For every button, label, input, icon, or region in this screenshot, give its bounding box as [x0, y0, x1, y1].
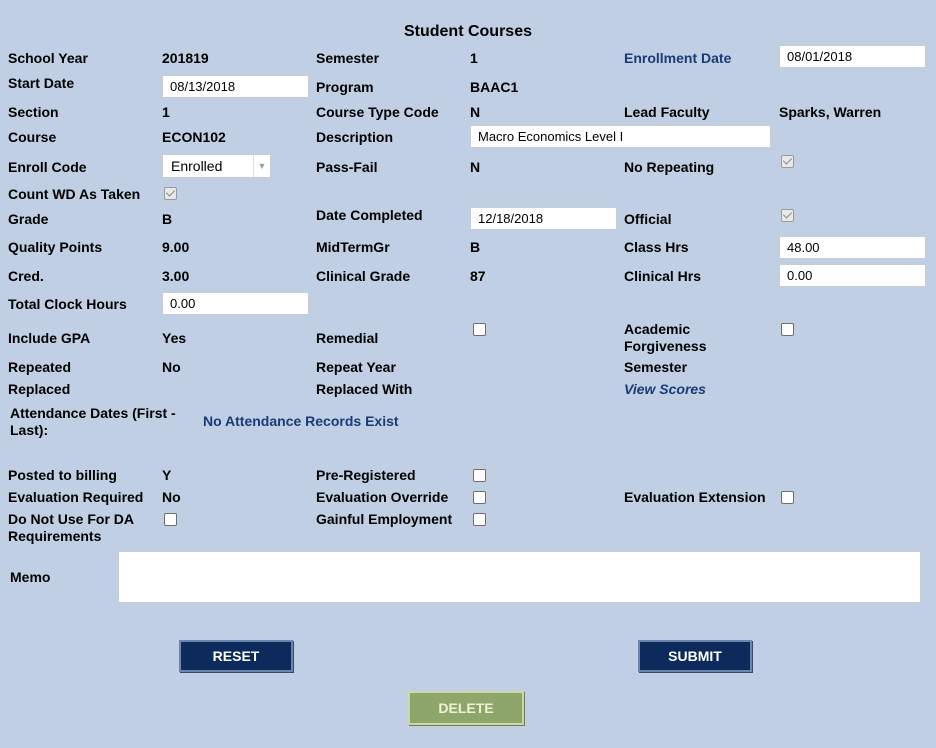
clinical-hrs-input[interactable]	[779, 264, 926, 287]
grade-value: B	[162, 211, 173, 227]
class-hrs-label: Class Hrs	[624, 239, 689, 255]
enroll-code-label: Enroll Code	[8, 159, 87, 175]
gainful-employment-label: Gainful Employment	[316, 511, 453, 527]
total-clock-hours-input[interactable]	[162, 292, 309, 315]
description-input[interactable]	[470, 125, 771, 148]
enrollment-date-label: Enrollment Date	[624, 50, 732, 66]
lead-faculty-label: Lead Faculty	[624, 104, 710, 120]
pass-fail-value: N	[470, 159, 481, 175]
lead-faculty-value: Sparks, Warren	[779, 104, 882, 120]
memo-textarea[interactable]	[118, 551, 921, 603]
academic-forgiveness-label: Academic Forgiveness	[624, 321, 707, 354]
repeat-year-label: Repeat Year	[316, 359, 396, 375]
clinical-grade-label: Clinical Grade	[316, 268, 411, 284]
remedial-label: Remedial	[316, 330, 379, 346]
pre-registered-checkbox[interactable]	[473, 469, 486, 482]
do-not-use-da-label: Do Not Use For DA Requirements	[8, 511, 134, 544]
replaced-label: Replaced	[8, 381, 71, 397]
start-date-input[interactable]	[162, 75, 309, 98]
midterm-value: B	[470, 239, 481, 255]
submit-button[interactable]: SUBMIT	[638, 640, 752, 672]
course-label: Course	[8, 129, 57, 145]
view-scores-link[interactable]: View Scores	[624, 381, 706, 397]
evaluation-extension-label: Evaluation Extension	[624, 489, 766, 505]
start-date-label: Start Date	[8, 75, 75, 91]
date-completed-label: Date Completed	[316, 207, 423, 223]
evaluation-override-checkbox[interactable]	[473, 491, 486, 504]
gainful-employment-checkbox[interactable]	[473, 513, 486, 526]
count-wd-checkbox[interactable]	[164, 187, 177, 200]
academic-forgiveness-checkbox[interactable]	[781, 323, 794, 336]
cred-value: 3.00	[162, 268, 190, 284]
enrollment-date-input[interactable]	[779, 45, 926, 68]
posted-billing-value: Y	[162, 467, 172, 483]
attendance-label: Attendance Dates (First - Last):	[10, 405, 176, 438]
pass-fail-label: Pass-Fail	[316, 159, 378, 175]
enroll-code-select[interactable]	[162, 154, 271, 178]
memo-label: Memo	[10, 569, 51, 585]
clinical-hrs-label: Clinical Hrs	[624, 268, 702, 284]
official-label: Official	[624, 211, 672, 227]
school-year-value: 201819	[162, 50, 209, 66]
count-wd-label: Count WD As Taken	[8, 186, 141, 202]
official-checkbox[interactable]	[781, 209, 794, 222]
reset-button[interactable]: RESET	[179, 640, 293, 672]
semester-value: 1	[470, 50, 478, 66]
evaluation-override-label: Evaluation Override	[316, 489, 449, 505]
course-type-code-value: N	[470, 104, 481, 120]
section-value: 1	[162, 104, 170, 120]
section-label: Section	[8, 104, 59, 120]
evaluation-required-value: No	[162, 489, 181, 505]
evaluation-extension-checkbox[interactable]	[781, 491, 794, 504]
include-gpa-value: Yes	[162, 330, 187, 346]
midterm-label: MidTermGr	[316, 239, 390, 255]
quality-points-value: 9.00	[162, 239, 190, 255]
delete-button[interactable]: DELETE	[408, 691, 524, 725]
semester-label: Semester	[316, 50, 380, 66]
do-not-use-da-checkbox[interactable]	[164, 513, 177, 526]
program-label: Program	[316, 79, 374, 95]
replaced-with-label: Replaced With	[316, 381, 413, 397]
class-hrs-input[interactable]	[779, 236, 926, 259]
remedial-checkbox[interactable]	[473, 323, 486, 336]
school-year-label: School Year	[8, 50, 88, 66]
no-repeating-checkbox[interactable]	[781, 155, 794, 168]
posted-billing-label: Posted to billing	[8, 467, 117, 483]
include-gpa-label: Include GPA	[8, 330, 91, 346]
no-repeating-label: No Repeating	[624, 159, 715, 175]
evaluation-required-label: Evaluation Required	[8, 489, 144, 505]
total-clock-hours-label: Total Clock Hours	[8, 296, 127, 312]
quality-points-label: Quality Points	[8, 239, 103, 255]
grade-label: Grade	[8, 211, 49, 227]
semester-repeat-label: Semester	[624, 359, 688, 375]
cred-label: Cred.	[8, 268, 44, 284]
date-completed-input[interactable]	[470, 207, 617, 230]
chevron-down-icon[interactable]: ▼	[253, 155, 270, 177]
pre-registered-label: Pre-Registered	[316, 467, 416, 483]
program-value: BAAC1	[470, 79, 519, 95]
page-title: Student Courses	[403, 23, 532, 40]
description-label: Description	[316, 129, 394, 145]
repeated-label: Repeated	[8, 359, 72, 375]
repeated-value: No	[162, 359, 181, 375]
course-type-code-label: Course Type Code	[316, 104, 439, 120]
course-value: ECON102	[162, 129, 226, 145]
clinical-grade-value: 87	[470, 268, 486, 284]
attendance-value: No Attendance Records Exist	[203, 413, 399, 429]
enroll-code-selected: Enrolled	[171, 158, 223, 174]
